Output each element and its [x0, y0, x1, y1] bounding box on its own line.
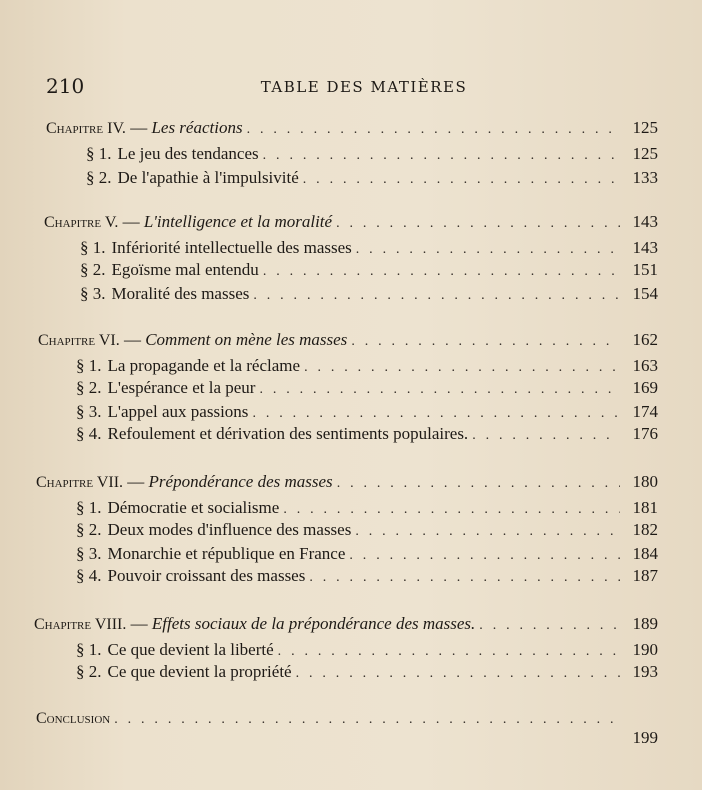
toc-entry-heading: [76, 544, 345, 564]
toc-entry-heading: [80, 260, 259, 280]
section-label: § 2.: [86, 168, 112, 187]
toc-page-number: 190: [632, 640, 658, 659]
toc-page-number: 199: [632, 728, 658, 747]
section-label: § 3.: [76, 544, 102, 563]
toc-section-row: [80, 260, 658, 284]
dot-leader: [351, 334, 620, 350]
section-title: Monarchie et république en France: [107, 544, 346, 563]
chapter-title: Prépondérance des masses: [148, 472, 333, 491]
dot-leader: [263, 148, 620, 164]
section-title: Ce que devient la propriété: [107, 662, 292, 681]
dot-leader: [296, 666, 620, 682]
toc-page-number: 184: [632, 544, 658, 563]
chapter-label: Chapitre V.: [44, 214, 119, 231]
toc-chapter-row: [46, 118, 658, 142]
toc-entry-heading: [34, 614, 475, 634]
toc-chapter-row: [44, 212, 658, 236]
toc-entry-heading: [76, 402, 248, 422]
dot-leader: [309, 570, 620, 586]
dot-leader: [278, 644, 620, 660]
dot-leader: [479, 618, 620, 634]
section-label: § 2.: [80, 260, 106, 279]
chapter-title: Comment on mène les masses: [145, 330, 348, 349]
section-title: Pouvoir croissant des masses: [107, 566, 306, 585]
em-dash-separator: —: [119, 330, 146, 349]
section-label: § 2.: [76, 662, 102, 681]
toc-entry-heading: [38, 330, 347, 350]
toc-entry-heading: [76, 424, 468, 444]
toc-entry-heading: [76, 520, 351, 540]
toc-page-number: 182: [632, 520, 658, 539]
section-title: Le jeu des tendances: [117, 144, 259, 163]
toc-entry-heading: [80, 284, 249, 304]
em-dash-separator: —: [126, 614, 152, 633]
toc-section-row: [76, 402, 658, 426]
toc-entry-heading: [76, 498, 279, 518]
section-label: § 1.: [76, 498, 102, 517]
toc-section-row: [76, 662, 658, 686]
toc-entry-heading: [36, 708, 110, 728]
toc-page-number: 125: [632, 144, 658, 163]
dot-leader: [259, 382, 620, 398]
section-title: Refoulement et dérivation des sentiments populaires.: [107, 424, 469, 443]
toc-section-row: [76, 520, 658, 544]
toc-section-row: [80, 238, 658, 262]
section-title: De l'apathie à l'impulsivité: [117, 168, 299, 187]
section-label: § 1.: [76, 640, 102, 659]
dot-leader: [247, 122, 620, 138]
toc-entry-heading: [44, 212, 332, 232]
section-title: Ce que devient la liberté: [107, 640, 274, 659]
toc-page-number: 133: [632, 168, 658, 187]
toc-chapter-row: [34, 614, 658, 638]
page-header: [46, 74, 642, 104]
toc-page-number: 174: [632, 402, 658, 421]
dot-leader: [304, 360, 620, 376]
toc-page-number: 180: [632, 472, 658, 491]
dot-leader: [336, 216, 620, 232]
toc-page-number: 154: [632, 284, 658, 303]
chapter-label: Chapitre IV.: [46, 120, 126, 137]
toc-entry-heading: [76, 356, 300, 376]
section-title: Deux modes d'influence des masses: [107, 520, 352, 539]
section-label: § 2.: [76, 378, 102, 397]
toc-section-row: [76, 424, 658, 448]
toc-page-number: 169: [632, 378, 658, 397]
section-title: L'appel aux passions: [107, 402, 249, 421]
section-title: Egoïsme mal entendu: [111, 260, 259, 279]
conclusion-label: Conclusion: [36, 710, 111, 727]
em-dash-separator: —: [118, 212, 144, 231]
toc-entry-heading: [76, 566, 305, 586]
toc-section-row: [76, 640, 658, 664]
em-dash-separator: —: [123, 472, 149, 491]
em-dash-separator: —: [125, 118, 152, 137]
section-label: § 4.: [76, 566, 102, 585]
chapter-title: Les réactions: [151, 118, 243, 137]
dot-leader: [114, 712, 620, 728]
section-title: Moralité des masses: [111, 284, 250, 303]
section-label: § 3.: [80, 284, 106, 303]
section-label: § 1.: [86, 144, 112, 163]
toc-page-number: 162: [632, 330, 658, 349]
toc-page-number: 181: [632, 498, 658, 517]
chapter-label: Chapitre VIII.: [34, 616, 127, 633]
toc-entry-heading: [36, 472, 333, 492]
chapter-label: Chapitre VI.: [38, 332, 120, 349]
dot-leader: [356, 242, 620, 258]
toc-page-number: 189: [632, 614, 658, 633]
chapter-title: Effets sociaux de la prépondérance des masses.: [151, 614, 476, 633]
dot-leader: [349, 548, 620, 564]
dot-leader: [252, 406, 620, 422]
toc-entry-heading: [86, 144, 259, 164]
page-number: 210: [46, 74, 85, 98]
chapter-title: L'intelligence et la moralité: [143, 212, 333, 231]
dot-leader: [253, 288, 620, 304]
dot-leader: [283, 502, 620, 518]
dot-leader: [303, 172, 620, 188]
toc-section-row: [76, 356, 658, 380]
toc-page-number: 151: [632, 260, 658, 279]
toc-page-number: 143: [632, 212, 658, 231]
toc-section-row: [80, 284, 658, 308]
toc-entry-heading: [86, 168, 299, 188]
section-label: § 3.: [76, 402, 102, 421]
toc-entry-heading: [76, 662, 292, 682]
toc-page-number: 193: [632, 662, 658, 681]
toc-entry-heading: [76, 378, 255, 398]
toc-chapter-row: [38, 330, 658, 354]
section-label: § 1.: [80, 238, 106, 257]
section-label: § 4.: [76, 424, 102, 443]
toc-page-number: 143: [632, 238, 658, 257]
toc-entry-heading: [80, 238, 352, 258]
section-title: La propagande et la réclame: [107, 356, 301, 375]
section-label: § 2.: [76, 520, 102, 539]
toc-section-row: [86, 144, 658, 168]
dot-leader: [355, 524, 620, 540]
toc-page-number: 176: [632, 424, 658, 443]
section-title: L'espérance et la peur: [107, 378, 256, 397]
toc-section-row: [76, 378, 658, 402]
section-title: Infériorité intellectuelle des masses: [111, 238, 352, 257]
toc-section-row: [76, 544, 658, 568]
dot-leader: [263, 264, 620, 280]
section-title: Démocratie et socialisme: [107, 498, 280, 517]
chapter-label: Chapitre VII.: [36, 474, 124, 491]
section-label: § 1.: [76, 356, 102, 375]
toc-entry-heading: [46, 118, 243, 138]
dot-leader: [337, 476, 620, 492]
toc-entry-heading: [76, 640, 274, 660]
running-title: TABLE DES MATIÈRES: [260, 78, 468, 96]
dot-leader: [472, 428, 620, 444]
toc-page-number: 125: [632, 118, 658, 137]
toc-conclusion-row: [36, 708, 658, 748]
toc-section-row: [76, 498, 658, 522]
toc-section-row: [76, 566, 658, 590]
toc-section-row: [86, 168, 658, 192]
toc-chapter-row: [36, 472, 658, 496]
toc-page-number: 163: [632, 356, 658, 375]
toc-page-number: 187: [632, 566, 658, 585]
